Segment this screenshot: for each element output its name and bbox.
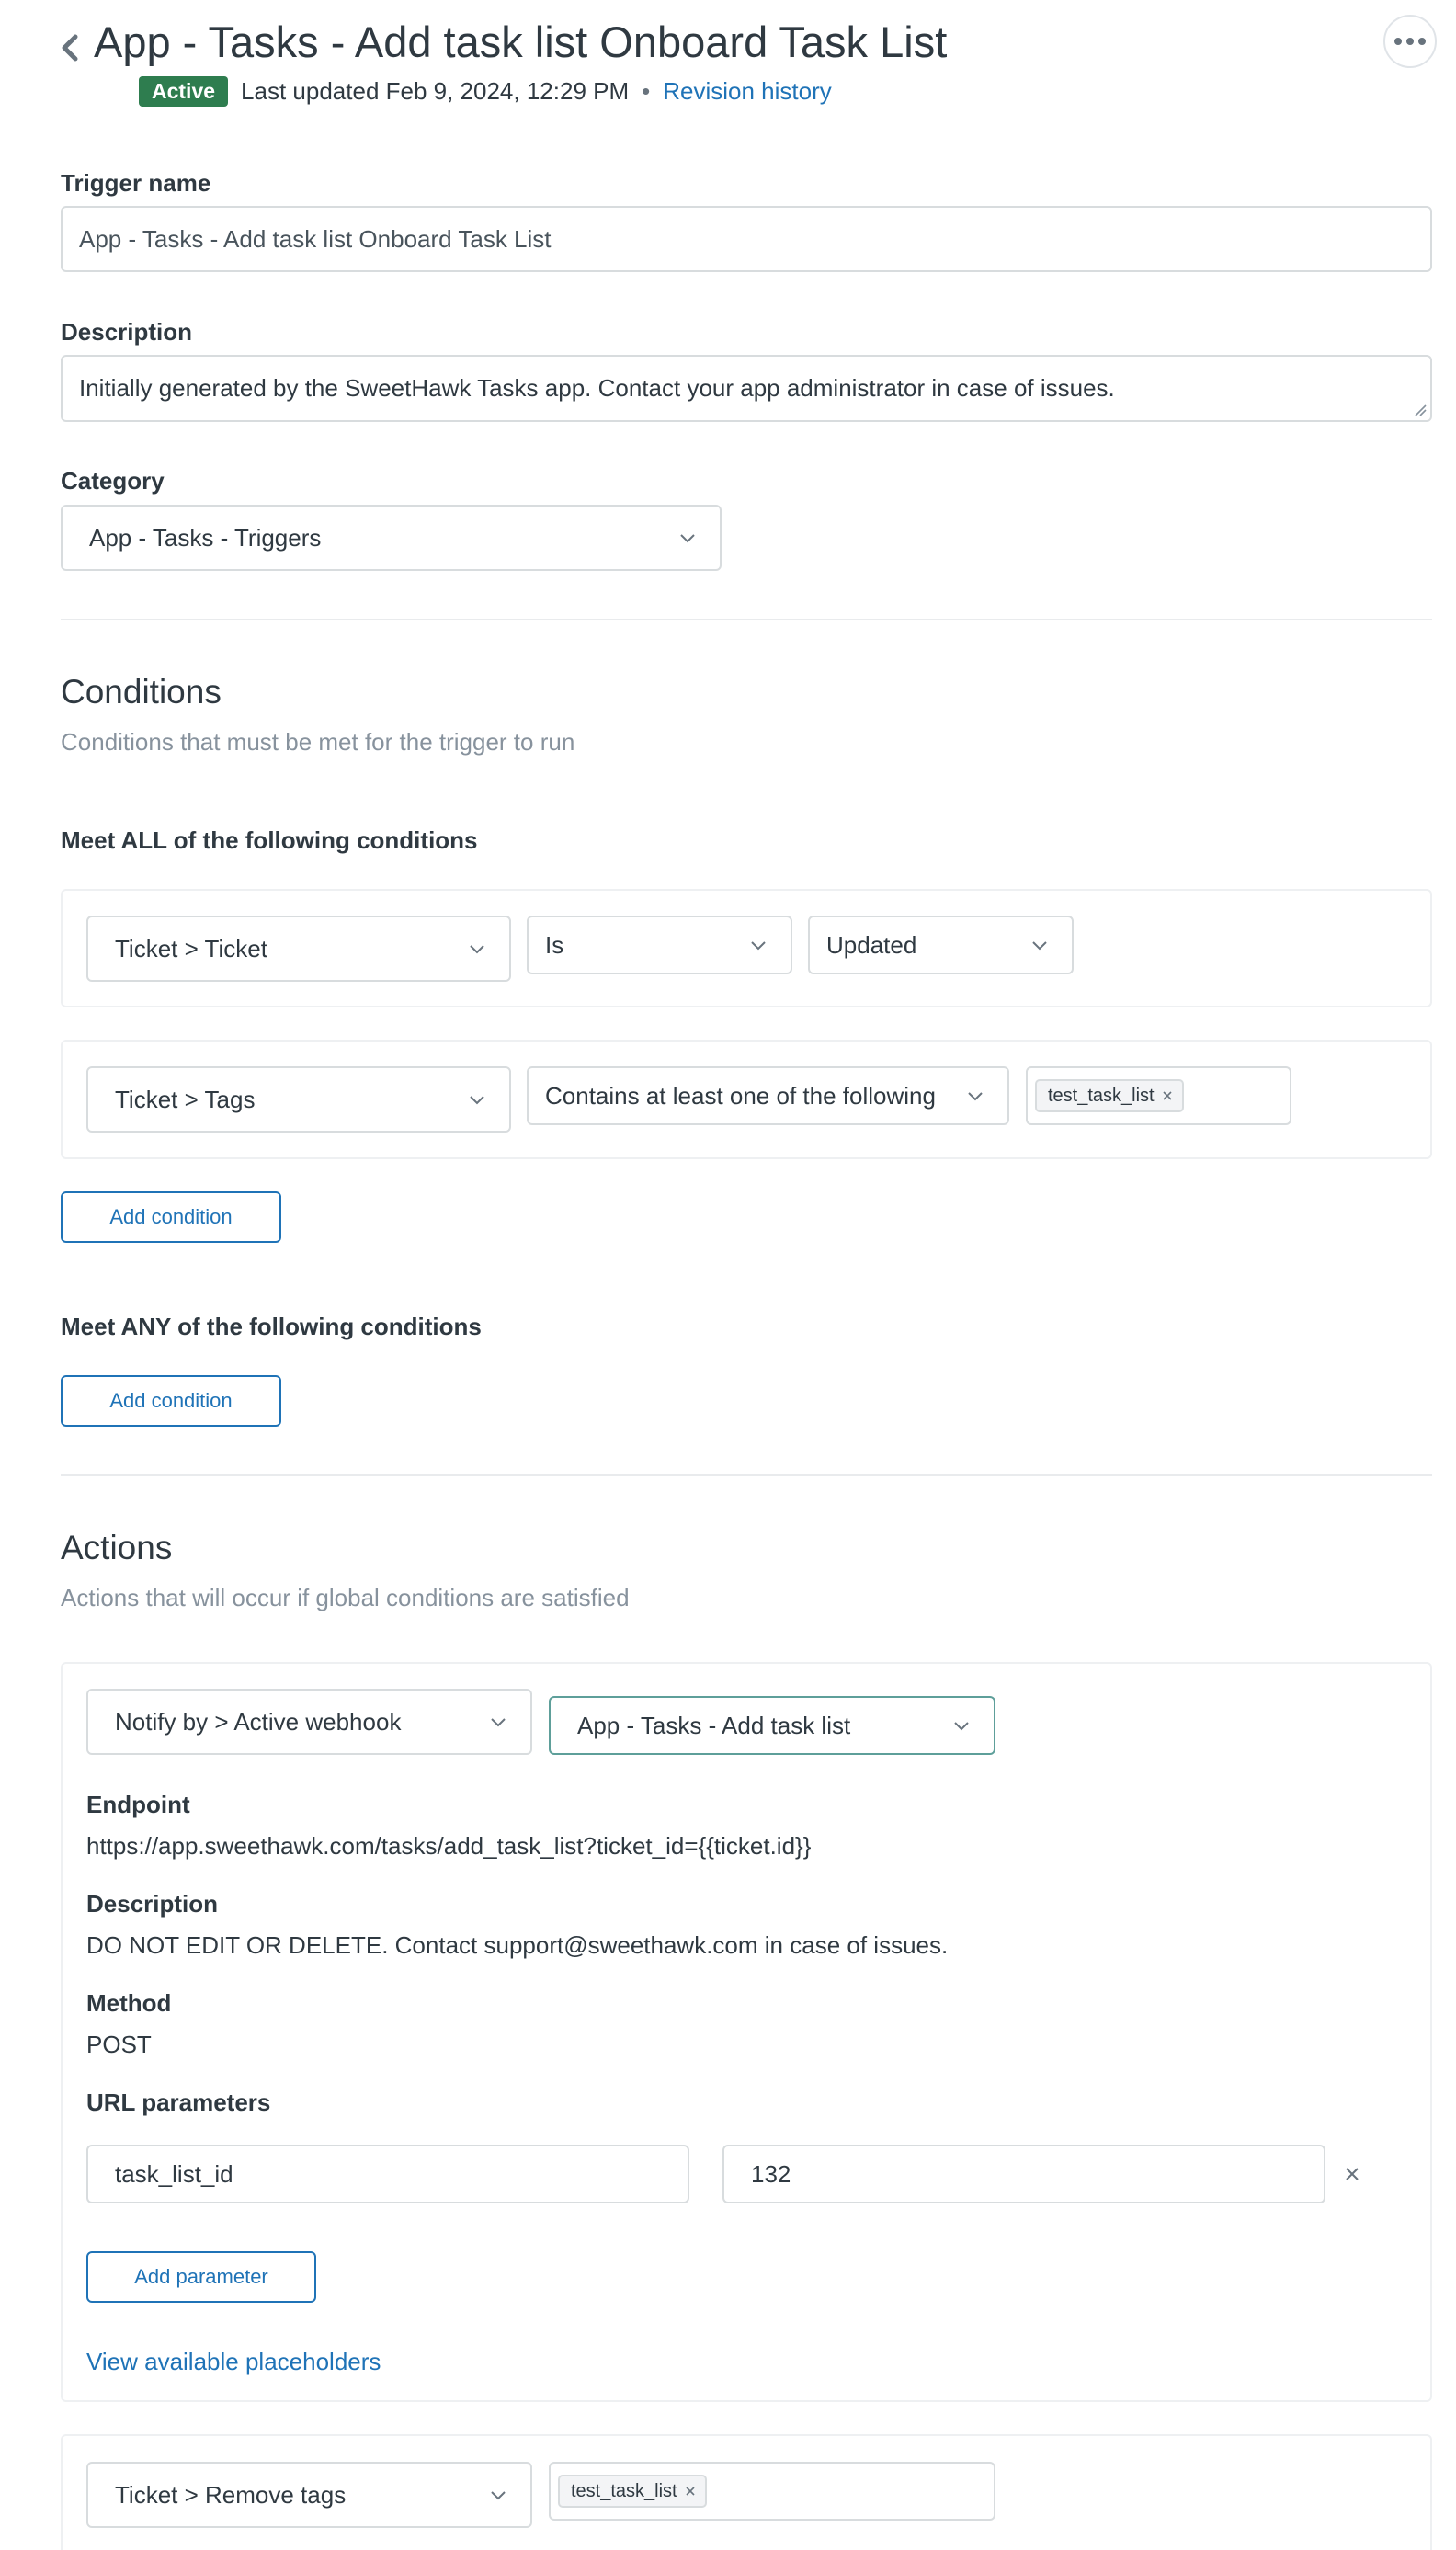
chevron-down-icon xyxy=(469,944,485,955)
endpoint-label: Endpoint xyxy=(86,1791,190,1818)
actions-title: Actions xyxy=(61,1529,173,1566)
trigger-meta xyxy=(139,74,832,108)
url-parameters-label: URL parameters xyxy=(86,2089,271,2116)
condition-field-select[interactable] xyxy=(86,1066,511,1133)
condition-field-value: Ticket > Tags xyxy=(115,1085,256,1113)
remove-tags-input[interactable] xyxy=(549,2462,995,2521)
description-text: Initially generated by the SweetHawk Tasks app. Contact your app administrator in case of issues. xyxy=(79,374,1115,402)
actions-subtitle: Actions that will occur if global conditions are satisfied xyxy=(61,1584,630,1611)
condition-operator-value: Is xyxy=(545,930,564,959)
description-label: Description xyxy=(61,318,193,346)
meta-separator: • xyxy=(642,76,651,105)
tag-label: test_task_list xyxy=(1048,1085,1155,1106)
endpoint-value: https://app.sweethawk.com/tasks/add_task_list?ticket_id={{ticket.id}} xyxy=(86,1832,812,1860)
chevron-down-icon xyxy=(1031,940,1048,951)
category-select[interactable] xyxy=(61,505,722,571)
trigger-name-input[interactable]: App - Tasks - Add task list Onboard Task List xyxy=(61,206,1432,272)
tag-chip[interactable] xyxy=(1035,1079,1184,1112)
conditions-subtitle: Conditions that must be met for the trigger to run xyxy=(61,728,575,756)
status-badge: Active xyxy=(139,76,228,107)
action-type-value: Ticket > Remove tags xyxy=(115,2480,347,2509)
chevron-down-icon xyxy=(469,1095,485,1106)
webhook-description-label: Description xyxy=(86,1890,219,1918)
category-label: Category xyxy=(61,467,165,495)
webhook-target-select[interactable] xyxy=(549,1696,995,1755)
condition-operator-select[interactable] xyxy=(527,1066,1009,1125)
chevron-down-icon xyxy=(490,1717,506,1728)
tag-input[interactable] xyxy=(1026,1066,1291,1125)
resize-handle-icon[interactable] xyxy=(1414,404,1427,416)
back-chevron-icon[interactable] xyxy=(57,31,85,64)
remove-parameter-icon[interactable] xyxy=(1345,2167,1359,2181)
chevron-down-icon xyxy=(490,2490,506,2501)
trigger-name-label: Trigger name xyxy=(61,169,211,197)
param-value-input[interactable]: 132 xyxy=(722,2145,1325,2203)
tag-chip[interactable] xyxy=(558,2475,707,2508)
action-type-select[interactable] xyxy=(86,2462,532,2528)
category-value: App - Tasks - Triggers xyxy=(89,523,322,552)
chevron-down-icon xyxy=(679,533,696,544)
last-updated-text: Last updated Feb 9, 2024, 12:29 PM xyxy=(241,76,630,105)
meet-any-heading: Meet ANY of the following conditions xyxy=(61,1313,482,1340)
add-condition-any-button[interactable]: Add condition xyxy=(61,1375,281,1427)
tag-label: test_task_list xyxy=(571,2480,677,2501)
method-value: POST xyxy=(86,2031,152,2058)
condition-value-select[interactable] xyxy=(808,916,1074,974)
chevron-down-icon xyxy=(750,940,767,951)
more-options-icon xyxy=(1394,38,1402,45)
meet-all-heading: Meet ALL of the following conditions xyxy=(61,826,478,854)
chevron-down-icon xyxy=(967,1091,984,1102)
page-title: App - Tasks - Add task list Onboard Task List xyxy=(94,17,948,66)
chevron-down-icon xyxy=(953,1721,970,1732)
revision-history-link[interactable]: Revision history xyxy=(663,76,832,105)
section-divider xyxy=(61,619,1432,620)
section-divider xyxy=(61,1474,1432,1476)
view-placeholders-link[interactable]: View available placeholders xyxy=(86,2348,381,2375)
condition-field-select[interactable] xyxy=(86,916,511,982)
action-type-select[interactable] xyxy=(86,1689,532,1755)
method-label: Method xyxy=(86,1989,172,2017)
description-textarea[interactable] xyxy=(61,355,1432,422)
close-icon[interactable] xyxy=(1162,1090,1173,1101)
close-icon[interactable] xyxy=(685,2486,696,2497)
conditions-title: Conditions xyxy=(61,673,222,711)
more-options-button[interactable] xyxy=(1383,15,1437,68)
condition-operator-select[interactable] xyxy=(527,916,792,974)
webhook-target-value: App - Tasks - Add task list xyxy=(577,1711,851,1739)
add-parameter-button[interactable]: Add parameter xyxy=(86,2251,316,2303)
action-type-value: Notify by > Active webhook xyxy=(115,1707,402,1736)
webhook-description-value: DO NOT EDIT OR DELETE. Contact support@sweethawk.com in case of issues. xyxy=(86,1931,949,1959)
condition-field-value: Ticket > Ticket xyxy=(115,934,267,962)
add-condition-all-button[interactable]: Add condition xyxy=(61,1191,281,1243)
param-key-input[interactable]: task_list_id xyxy=(86,2145,689,2203)
condition-operator-value: Contains at least one of the following xyxy=(545,1081,936,1110)
condition-value: Updated xyxy=(826,930,917,959)
